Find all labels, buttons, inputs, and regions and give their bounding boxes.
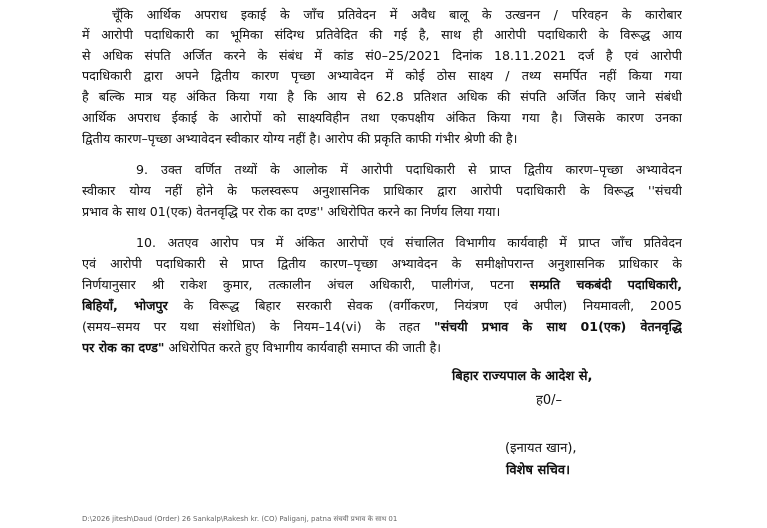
penalty-text: पर रोक का दण्ड" bbox=[82, 340, 165, 355]
text-line: चूँकि आर्थिक अपराध इकाई के जाँच प्रतिवेदन में अवैध बालू के उत्खनन / परिवहन के कारोबार bbox=[112, 7, 682, 22]
text-line: आर्थिक अपराध ईकाई के आरोपों को साक्ष्यविहीन तथा एकपक्षीय अंकित किया गया है। जिसके कारण उनका bbox=[82, 110, 682, 125]
text-span: अधिरोपित करते हुए विभागीय कार्यवाही समाप्त की जाती है। bbox=[164, 340, 442, 355]
signatory-name: (इनायत खान), bbox=[505, 441, 577, 456]
posting-location: बिहियाँ, भोजपुर bbox=[82, 298, 168, 313]
signed-mark: ह0/– bbox=[536, 393, 563, 408]
text-line: द्वितीय कारण–पृच्छा अभ्यावेदन स्वीकार योग्य नहीं है। आरोप की प्रकृति काफी गंभीर श्रेणी की है। bbox=[82, 131, 518, 146]
text-line: में आरोपी पदाधिकारी का भूमिका संदिग्ध प्रतिवेदित की गई है, साथ ही आरोपी पदाधिकारी के विरूद्ध आय bbox=[82, 27, 682, 42]
text-span: (समय–समय पर यथा संशोधित) के नियम–14(vi) के तहत bbox=[82, 319, 435, 334]
order-line: बिहार राज्यपाल के आदेश से, bbox=[452, 369, 593, 384]
text-line: है बल्कि मात्र यह अंकित किया गया है कि आय से 62.8 प्रतिशत अधिक की संपति अर्जित किए जाने संबंधी bbox=[82, 89, 682, 104]
current-posting: सम्प्रति चकबंदी पदाधिकारी, bbox=[529, 277, 682, 292]
file-path-footer: D:\2026 jitesh\Daud (Order) 26 Sankalp\Rakesh kr. (CO) Paliganj, patna संचयी प्रभाव के साथ 01 bbox=[82, 515, 398, 523]
penalty-text: "संचयी प्रभाव के साथ 01(एक) वेतनवृद्धि bbox=[434, 319, 682, 334]
text-line: स्वीकार योग्य नहीं होने के फलस्वरूप अनुशासनिक प्राधिकार द्वारा आरोपी पदाधिकारी के विरूद्ध ''संचयी bbox=[82, 183, 682, 198]
text-line bbox=[82, 276, 682, 294]
text-line: पदाधिकारी द्वारा अपने द्वितीय कारण पृच्छा अभ्यावेदन में कोई ठोस साक्ष्य / तथ्य समर्पित नहीं किया गया bbox=[82, 68, 682, 83]
text-span: निर्णयानुसार श्री राकेश कुमार, तत्कालीन अंचल अधिकारी, पालीगंज, पटना bbox=[82, 277, 530, 292]
text-line: प्रभाव के साथ 01(एक) वेतनवृद्धि पर रोक का दण्ड'' अधिरोपित करने का निर्णय लिया गया। bbox=[82, 204, 501, 219]
text-line: एवं आरोपी पदाधिकारी से प्राप्त द्वितीय कारण–पृच्छा अभ्यावेदन के समीक्षोपरान्त अनुशासनिक प्राधिकार के bbox=[82, 256, 682, 271]
text-line bbox=[82, 297, 682, 315]
text-line bbox=[82, 339, 682, 357]
text-line: 9. उक्त वर्णित तथ्यों के आलोक में आरोपी पदाधिकारी से प्राप्त द्वितीय कारण–पृच्छा अभ्यावेदन bbox=[136, 162, 682, 177]
signatory-designation: विशेष सचिव। bbox=[506, 463, 571, 478]
text-line bbox=[82, 318, 682, 336]
text-line: 10. अतएव आरोप पत्र में अंकित आरोपों एवं संचालित विभागीय कार्यवाही में प्राप्त जाँच प्रतिवेदन bbox=[136, 235, 682, 250]
text-span: के विरूद्ध बिहार सरकारी सेवक (वर्गीकरण, नियंत्रण एवं अपील) नियमावली, 2005 bbox=[167, 298, 682, 313]
text-line: से अधिक संपति अर्जित करने के संबंध में कांड सं0–25/2021 दिनांक 18.11.2021 दर्ज है एवं आरोपी bbox=[82, 48, 682, 63]
